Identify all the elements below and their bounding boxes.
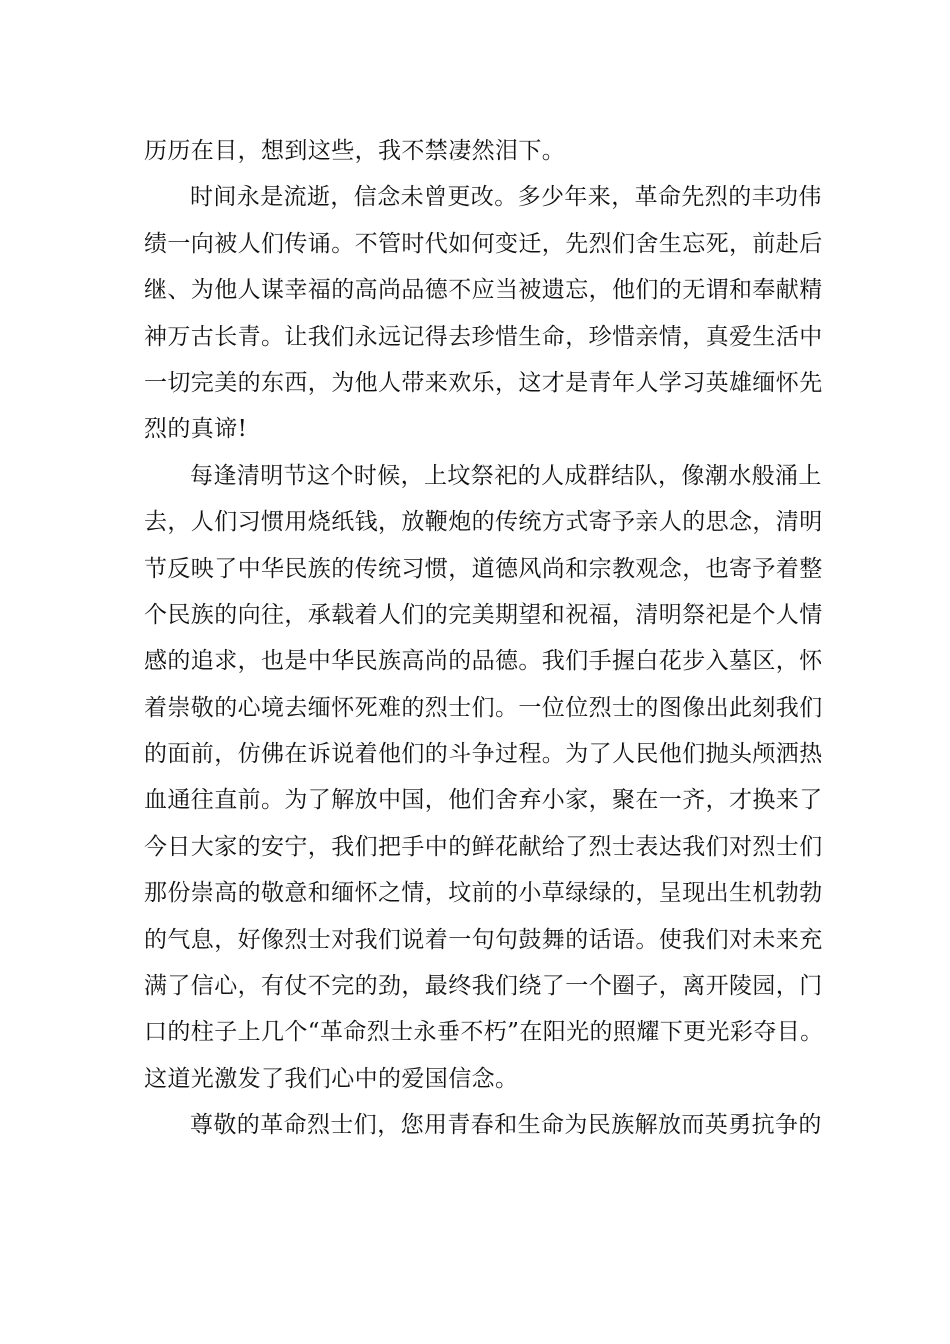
text-line: 血通往直前。为了解放中国，他们舍弃小家，聚在一齐，才换来了: [144, 787, 823, 814]
paragraph-start-line: 每逢清明节这个时候，上坟祭祀的人成群结队，像潮水般涌上: [190, 462, 822, 489]
paragraph-start-line: 尊敬的革命烈士们，您用青春和生命为民族解放而英勇抗争的: [190, 1112, 822, 1139]
text-line: 满了信心，有仗不完的劲，最终我们绕了一个圈子，离开陵园，门: [144, 973, 823, 1000]
document-body: [144, 128, 824, 1149]
paragraph-start-line: 时间永是流逝，信念未曾更改。多少年来，革命先烈的丰功伟: [190, 184, 822, 211]
text-line: 烈的真谛!: [144, 416, 248, 443]
text-line: 的面前，仿佛在诉说着他们的斗争过程。为了人民他们抛头颅洒热: [144, 741, 823, 768]
text-line: 的气息，好像烈士对我们说着一句句鼓舞的话语。使我们对未来充: [144, 926, 823, 953]
text-line: 着崇敬的心境去缅怀死难的烈士们。一位位烈士的图像出此刻我们: [144, 694, 823, 721]
text-line: 口的柱子上几个“革命烈士永垂不朽”在阳光的照耀下更光彩夺目。: [144, 1019, 824, 1046]
text-line: 那份崇高的敬意和缅怀之情，坟前的小草绿绿的，呈现出生机勃勃: [144, 880, 823, 907]
text-line: 继、为他人谋幸福的高尚品德不应当被遗忘，他们的无谓和奉献精: [144, 277, 823, 304]
text-line: 绩一向被人们传诵。不管时代如何变迁，先烈们舍生忘死，前赴后: [144, 230, 823, 257]
text-line: 一切完美的东西，为他人带来欢乐，这才是青年人学习英雄缅怀先: [144, 369, 823, 396]
text-line: 去，人们习惯用烧纸钱，放鞭炮的传统方式寄予亲人的思念，清明: [144, 509, 823, 536]
text-line: 今日大家的安宁，我们把手中的鲜花献给了烈士表达我们对烈士们: [144, 833, 823, 860]
text-line: 感的追求，也是中华民族高尚的品德。我们手握白花步入墓区，怀: [144, 648, 823, 675]
text-line: 节反映了中华民族的传统习惯，道德风尚和宗教观念，也寄予着整: [144, 555, 823, 582]
text-line: 神万古长青。让我们永远记得去珍惜生命，珍惜亲情，真爱生活中: [144, 323, 823, 350]
text-line: 历历在目，想到这些，我不禁凄然泪下。: [144, 138, 566, 164]
text-line: 这道光激发了我们心中的爱国信念。: [144, 1065, 519, 1092]
text-line: 个民族的向往，承载着人们的完美期望和祝福，清明祭祀是个人情: [144, 601, 823, 628]
